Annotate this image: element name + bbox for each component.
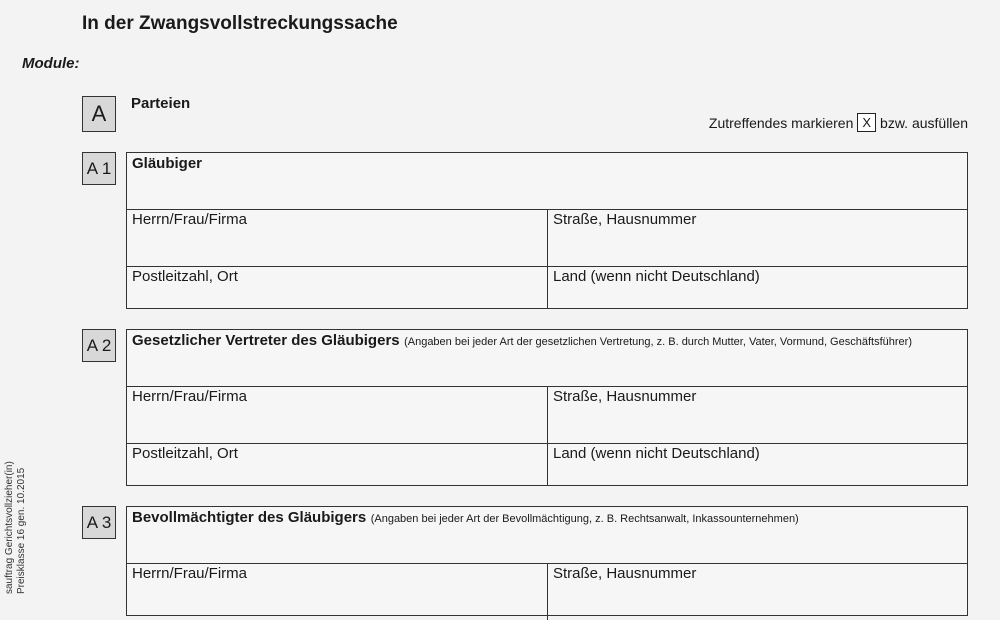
checkbox-example: X — [857, 113, 876, 132]
fill-hint-after: bzw. ausfüllen — [880, 114, 968, 131]
form-row — [127, 444, 967, 486]
form-row — [127, 267, 967, 309]
country-field[interactable]: Land (wenn nicht Deutschland) — [553, 268, 760, 285]
form-id-sidebar — [4, 461, 28, 594]
sidebar-line-2: Preisklasse 16 gen. 10.2015 — [16, 467, 27, 594]
zip-city-field[interactable]: Postleitzahl, Ort — [127, 267, 548, 309]
form-row — [127, 210, 967, 267]
block-heading-title: Gläubiger — [132, 155, 203, 172]
block-heading — [127, 153, 967, 210]
street-field[interactable]: Straße, Hausnummer — [553, 211, 697, 228]
section-code-a2: A 2 — [82, 329, 116, 362]
fill-hint — [709, 113, 968, 132]
section-code-a1: A 1 — [82, 152, 116, 185]
section-code-a: A — [82, 96, 116, 132]
zip-city-field[interactable]: Postleitzahl, Ort — [127, 444, 548, 486]
block-heading-title: Bevollmächtigter des Gläubigers — [132, 509, 367, 526]
block-gesetzlicher-vertreter — [126, 329, 968, 486]
name-field[interactable]: Herrn/Frau/Firma — [127, 210, 548, 266]
block-heading-title: Gesetzlicher Vertreter des Gläubigers — [132, 332, 400, 349]
block-heading — [127, 330, 967, 387]
name-field[interactable]: Herrn/Frau/Firma — [127, 387, 548, 443]
sidebar-line-1: sauftrag Gerichtsvollzieher(in) — [4, 461, 15, 594]
section-title-parteien: Parteien — [131, 95, 191, 112]
section-code-a3: A 3 — [82, 506, 116, 539]
street-field[interactable]: Straße, Hausnummer — [553, 565, 697, 582]
block-glaeubiger — [126, 152, 968, 309]
form-row — [127, 564, 967, 620]
module-label: Module: — [22, 55, 80, 72]
block-heading-subtext: (Angaben bei jeder Art der gesetzlichen Vertretung, z. B. durch Mutter, Vater, Vormund, Geschäftsführer) — [404, 336, 912, 348]
page-title: In der Zwangsvollstreckungssache — [82, 13, 398, 34]
form-row — [127, 387, 967, 444]
fill-hint-before: Zutreffendes markieren — [708, 114, 854, 131]
name-field[interactable]: Herrn/Frau/Firma — [127, 564, 548, 620]
block-heading — [127, 507, 967, 564]
block-heading-subtext: (Angaben bei jeder Art der Bevollmächtigung, z. B. Rechtsanwalt, Inkassounternehmen) — [370, 513, 799, 525]
country-field[interactable]: Land (wenn nicht Deutschland) — [553, 445, 760, 462]
street-field[interactable]: Straße, Hausnummer — [553, 388, 697, 405]
